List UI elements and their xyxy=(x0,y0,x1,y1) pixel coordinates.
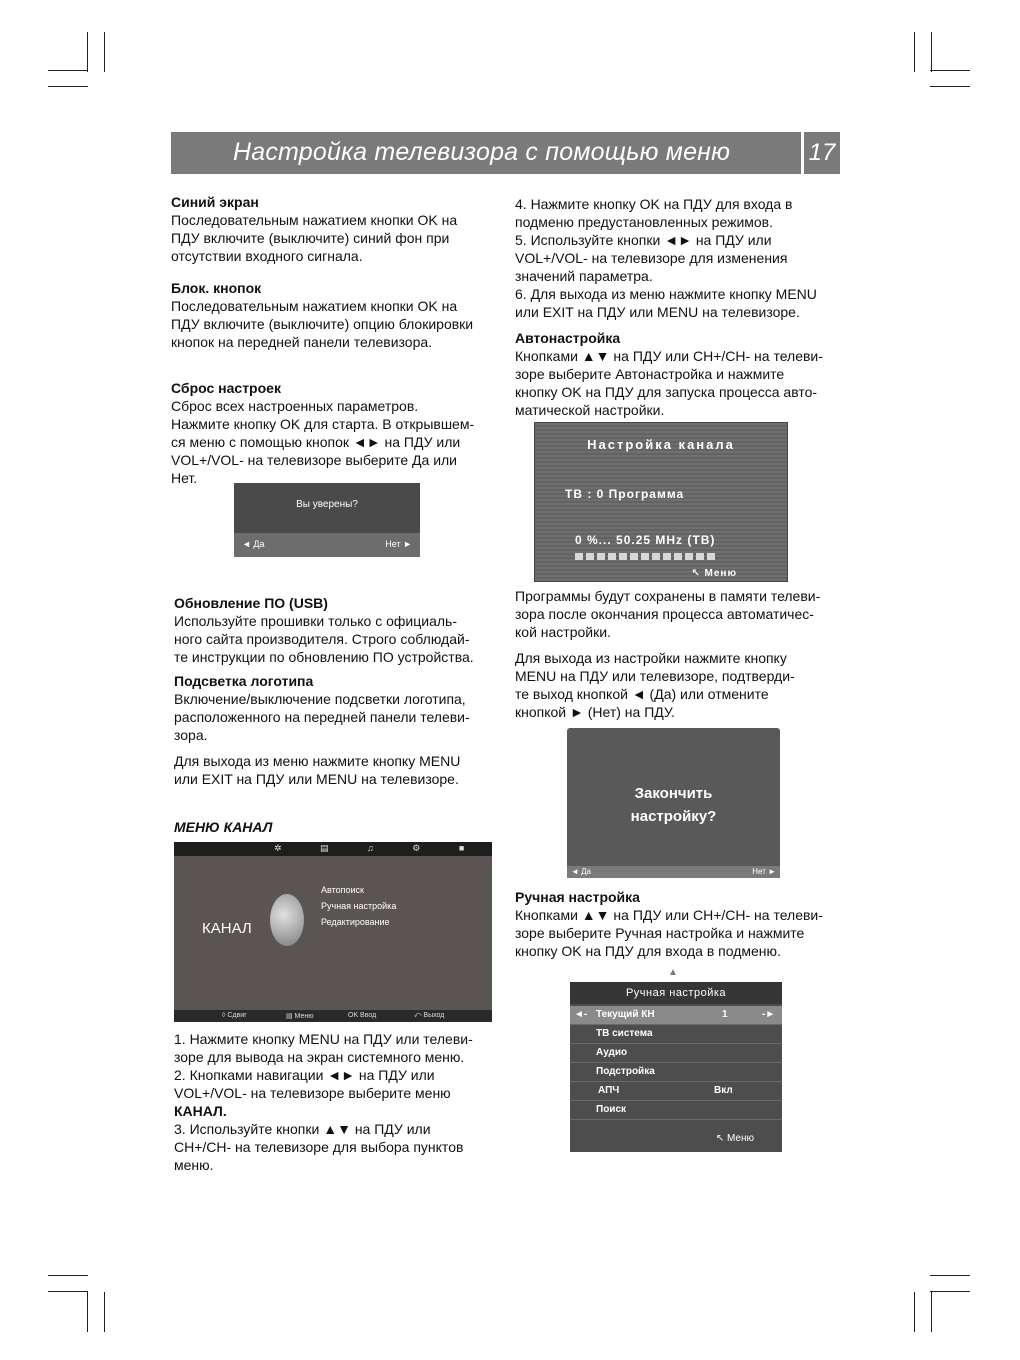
text-line: Нажмите кнопку OK для старта. В открывшем- xyxy=(171,416,475,432)
channel-menu-screenshot xyxy=(174,842,492,1022)
channel-setup-screenshot xyxy=(534,422,788,582)
section-heading: МЕНЮ КАНАЛ xyxy=(174,819,273,835)
section-heading: Автонастройка xyxy=(515,330,621,346)
menu-top-bar xyxy=(174,842,492,856)
text-line: зоре для вывода на экран системного меню. xyxy=(174,1049,465,1065)
section-heading: Ручная настройка xyxy=(515,889,640,905)
crop-mark xyxy=(930,86,970,87)
confirm-dialog xyxy=(234,483,420,557)
manual-menu-title: Ручная настройка xyxy=(570,982,782,1004)
section-heading: Обновление ПО (USB) xyxy=(174,595,328,611)
menu-row-current-channel[interactable] xyxy=(570,1006,782,1025)
crop-mark xyxy=(48,1275,88,1276)
text-line: кнопок на передней панели телевизора. xyxy=(171,334,433,350)
text-line: расположенного на передней панели телеви- xyxy=(174,709,470,725)
menu-item-autosearch[interactable]: Автопоиск xyxy=(321,885,364,895)
right-column-mid xyxy=(515,587,845,721)
text-line: меню. xyxy=(174,1157,214,1173)
dialog-question: Вы уверены? xyxy=(296,499,358,510)
text-line: VOL+/VOL- на телевизоре выберите Да или xyxy=(171,452,458,468)
manual-setup-menu xyxy=(570,982,782,1152)
crop-mark xyxy=(87,32,88,72)
menu-tab-icons: ✲ ▤ ♫ ⚙ ■ xyxy=(274,843,483,853)
dialog-line: настройку? xyxy=(630,808,717,825)
dialog-question xyxy=(567,782,780,828)
section-heading: Сброс настроек xyxy=(171,380,281,396)
row-label: Подстройка xyxy=(596,1066,655,1077)
left-column-top xyxy=(171,193,501,487)
arrow-up-icon: ▲ xyxy=(668,967,678,978)
text-line: ного сайта производителя. Строго соблюдай- xyxy=(174,631,470,647)
text-line: VOL+/VOL- на телевизоре выберите меню xyxy=(174,1085,451,1101)
crop-mark xyxy=(930,70,970,71)
manual-menu-hint: ↖ Меню xyxy=(715,1133,754,1144)
yes-button[interactable]: ◄ Да xyxy=(571,867,592,876)
text-line: Включение/выключение подсветки логотипа, xyxy=(174,691,466,707)
page-header xyxy=(171,132,801,174)
crop-mark xyxy=(87,1292,88,1332)
hint-ok: OK Ввод xyxy=(348,1012,377,1019)
text-line: или EXIT на ПДУ или MENU на телевизоре. xyxy=(515,304,800,320)
section-heading: Подсветка логотипа xyxy=(174,673,314,689)
text-line: 4. Нажмите кнопку OK на ПДУ для входа в xyxy=(515,196,793,212)
setup-title: Настройка канала xyxy=(587,437,735,452)
text-line: VOL+/VOL- на телевизоре для изменения xyxy=(515,250,788,266)
text-line: 3. Используйте кнопки ▲▼ на ПДУ или xyxy=(174,1121,431,1137)
row-label: Поиск xyxy=(596,1104,627,1115)
menu-hint-bar xyxy=(174,1010,492,1022)
crop-mark xyxy=(48,1291,88,1292)
menu-row-search[interactable] xyxy=(570,1101,782,1120)
section-heading: Блок. кнопок xyxy=(171,280,262,296)
dialog-line: Закончить xyxy=(634,785,713,802)
text-line: 2. Кнопками навигации ◄► на ПДУ или xyxy=(174,1067,435,1083)
dialog-button-bar xyxy=(567,866,780,878)
text-line: кнопкой ► (Нет) на ПДУ. xyxy=(515,704,675,720)
row-label: АПЧ xyxy=(598,1085,620,1096)
section-heading: Синий экран xyxy=(171,194,259,210)
right-column-bottom xyxy=(515,888,845,960)
text-line: MENU на ПДУ или телевизоре, подтверди- xyxy=(515,668,795,684)
text-line: Последовательным нажатием кнопки OK на xyxy=(171,298,458,314)
dialog-button-bar xyxy=(234,533,420,557)
row-value: Вкл xyxy=(714,1085,733,1096)
text-line: или EXIT на ПДУ или MENU на телевизоре. xyxy=(174,771,459,787)
text-line: кой настройки. xyxy=(515,624,611,640)
arrow-right-icon: -► xyxy=(762,1009,776,1020)
arrow-left-icon: ◄- xyxy=(574,1009,588,1020)
no-button[interactable]: Нет ► xyxy=(385,539,412,549)
text-line: ПДУ включите (выключите) синий фон при xyxy=(171,230,450,246)
text-line: кнопку OK на ПДУ для входа в подменю. xyxy=(515,943,781,959)
text-line: подменю предустановленных режимов. xyxy=(515,214,774,230)
text-line: 1. Нажмите кнопку MENU на ПДУ или телеви- xyxy=(174,1031,473,1047)
yes-button[interactable]: ◄ Да xyxy=(242,539,265,549)
right-column-top xyxy=(515,195,845,419)
hint-exit: ⤺ Выход xyxy=(414,1012,445,1019)
setup-program-row: ТВ : 0 Программа xyxy=(565,487,685,501)
page-title: Настройка телевизора с помощью меню xyxy=(233,138,731,166)
text-line: зора. xyxy=(174,727,208,743)
text-line: отсутствии входного сигнала. xyxy=(171,248,363,264)
text-line: Для выхода из меню нажмите кнопку MENU xyxy=(174,753,461,769)
menu-row-tv-system[interactable] xyxy=(570,1025,782,1044)
text-line: зора после окончания процесса автоматичес- xyxy=(515,606,814,622)
left-column-bottom xyxy=(174,594,504,836)
text-line: кнопку OK на ПДУ для запуска процесса авто- xyxy=(515,384,818,400)
row-label: Аудио xyxy=(596,1047,628,1058)
crop-mark xyxy=(104,32,105,72)
menu-item-manual[interactable]: Ручная настройка xyxy=(321,901,397,911)
text-line: Программы будут сохранены в памяти телеви- xyxy=(515,588,821,604)
text-line: КАНАЛ. xyxy=(174,1103,227,1119)
hint-menu: ▤ Меню xyxy=(286,1013,314,1020)
text-line: зоре выберите Ручная настройка и нажмите xyxy=(515,925,805,941)
row-label: Текущий КН xyxy=(596,1009,655,1020)
crop-mark xyxy=(104,1292,105,1332)
text-line: те инструкции по обновлению ПО устройства. xyxy=(174,649,474,665)
crop-mark xyxy=(914,1292,915,1332)
crop-mark xyxy=(930,1275,970,1276)
row-value: 1 xyxy=(722,1009,728,1020)
text-line: матической настройки. xyxy=(515,402,665,418)
menu-row-afc[interactable] xyxy=(570,1082,782,1101)
progress-bar xyxy=(575,553,715,560)
text-line: ПДУ включите (выключите) опцию блокировки xyxy=(171,316,474,332)
text-line: Нет. xyxy=(171,470,198,486)
text-line: Используйте прошивки только с официаль- xyxy=(174,613,457,629)
no-button[interactable]: Нет ► xyxy=(752,867,776,876)
text-line: Кнопками ▲▼ на ПДУ или CH+/CH- на телеви- xyxy=(515,348,823,364)
menu-items xyxy=(321,882,396,930)
text-line: Сброс всех настроенных параметров. xyxy=(171,398,419,414)
row-label: ТВ система xyxy=(596,1028,653,1039)
menu-row-fine-tune[interactable] xyxy=(570,1063,782,1082)
crop-mark xyxy=(931,1292,932,1332)
text-line: Кнопками ▲▼ на ПДУ или CH+/CH- на телеви- xyxy=(515,907,823,923)
crop-mark xyxy=(931,32,932,72)
menu-row-audio[interactable] xyxy=(570,1044,782,1063)
text-line: значений параметра. xyxy=(515,268,653,284)
menu-item-edit[interactable]: Редактирование xyxy=(321,917,390,927)
text-line: Последовательным нажатием кнопки OK на xyxy=(171,212,458,228)
hint-move: ◊ Сдвиг xyxy=(222,1012,247,1019)
text-line: 5. Используйте кнопки ◄► на ПДУ или xyxy=(515,232,772,248)
text-line: Для выхода из настройки нажмите кнопку xyxy=(515,650,787,666)
menu-label: КАНАЛ xyxy=(202,920,252,937)
crop-mark xyxy=(48,70,88,71)
crop-mark xyxy=(930,1291,970,1292)
crop-mark xyxy=(914,32,915,72)
text-line: те выход кнопкой ◄ (Да) или отмените xyxy=(515,686,769,702)
setup-frequency-row: 0 %... 50.25 MHz (ТВ) xyxy=(575,533,716,547)
setup-menu-hint: ↖ Меню xyxy=(691,568,737,579)
text-line: 6. Для выхода из меню нажмите кнопку MENU xyxy=(515,286,817,302)
text-line: CH+/CH- на телевизоре для выбора пунктов xyxy=(174,1139,464,1155)
page-number: 17 xyxy=(804,132,840,174)
text-line: зоре выберите Автонастройка и нажмите xyxy=(515,366,785,382)
crop-mark xyxy=(48,86,88,87)
text-line: ся меню с помощью кнопок ◄► на ПДУ или xyxy=(171,434,461,450)
satellite-dish-icon xyxy=(270,894,304,946)
finish-dialog xyxy=(567,728,780,878)
left-column-steps xyxy=(174,1030,504,1174)
